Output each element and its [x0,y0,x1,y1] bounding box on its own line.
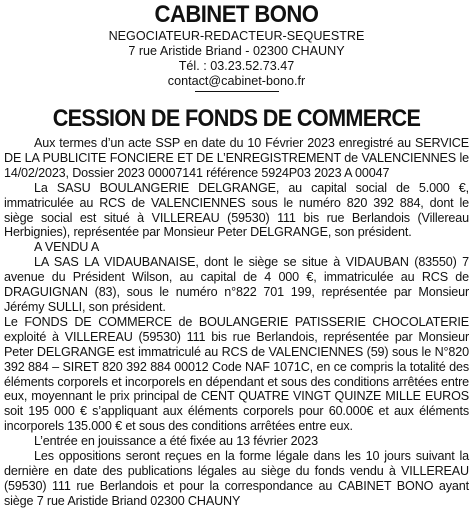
firm-address: 7 rue Aristide Briand - 02300 CHAUNY [128,44,345,58]
paragraph-entry-date: L’entrée en jouissance a été fixée au 13 février 2023 [34,434,319,449]
paragraph-deed: Aux termes d’un acte SSP en date du 10 Février 2023 enregistré au SERVICE DE LA PUBLICITE FONCIERE ET DE L’ENREGISTREMENT de VALENCIENNES le 14/02/2023, Dossier 2023 00007141 référence 5924P03 2023 A 00047 [4,136,469,180]
notice-title: CESSION DE FONDS DE COMMERCE [52,105,421,132]
paragraph-sold-to: A VENDU A [34,240,100,255]
firm-phone: Tél. : 03.23.52.73.47 [178,59,295,73]
notice-body [4,136,469,509]
firm-contact-block [4,29,469,89]
header-divider [195,91,279,92]
firm-name: CABINET BONO [154,1,319,28]
firm-role: NEGOCIATEUR-REDACTEUR-SEQUESTRE [108,29,365,43]
paragraph-buyer: LA SAS LA VIDAUBANAISE, dont le siège se situe à VIDAUBAN (83550) 7 avenue du Président Wilson, au capital de 4 000 €, immatriculée au RCS de DRAGUIGNAN (83), sous le numéro n°822 701 199, représentée par Monsieur Jérémy SULLI, son président. [4,255,469,314]
paragraph-seller: La SASU BOULANGERIE DELGRANGE, au capital social de 5.000 €, immatriculée au RCS de VALENCIENNES sous le numéro 820 392 884, dont le siège social est situé à VILLEREAU (59530) 111 bis rue Berlandois (Villereau Herbignies), représentée par Monsieur Peter DELGRANGE, son président. [4,180,469,240]
paragraph-oppositions: Les oppositions seront reçues en la forme légale dans les 10 jours suivant la dernière en date des publications légales au siège du fonds vendu à VILLEREAU (59530) 111 rue Berlandois et pour la correspondance au CABINET BONO ayant siège 7 rue Aristide Briand 02300 CHAUNY [4,449,469,508]
firm-email: contact@cabinet-bono.fr [167,74,306,88]
paragraph-business: Le FONDS DE COMMERCE de BOULANGERIE PATISSERIE CHOCOLATERIE exploité à VILLEREAU (59530) 111 bis rue Berlandois, représentée par Monsieur Peter DELGRANGE est immatriculé au RCS de VALENCIENNES (59) sous le N°820 392 884 – SIRET 820 392 884 00012 Code NAF 1071C, en ce compris la totalité des éléments corporels et incorporels en dépendant et sous des conditions arrêtées entre eux, moyennant le prix principal de CENT QUATRE VINGT QUINZE MILLE EUROS soit 195 000 € s’appliquant aux éléments corporels pour 60.000€ et aux éléments incorporels 135.000 € et sous des conditions arrêtées entre eux. [4,314,469,434]
